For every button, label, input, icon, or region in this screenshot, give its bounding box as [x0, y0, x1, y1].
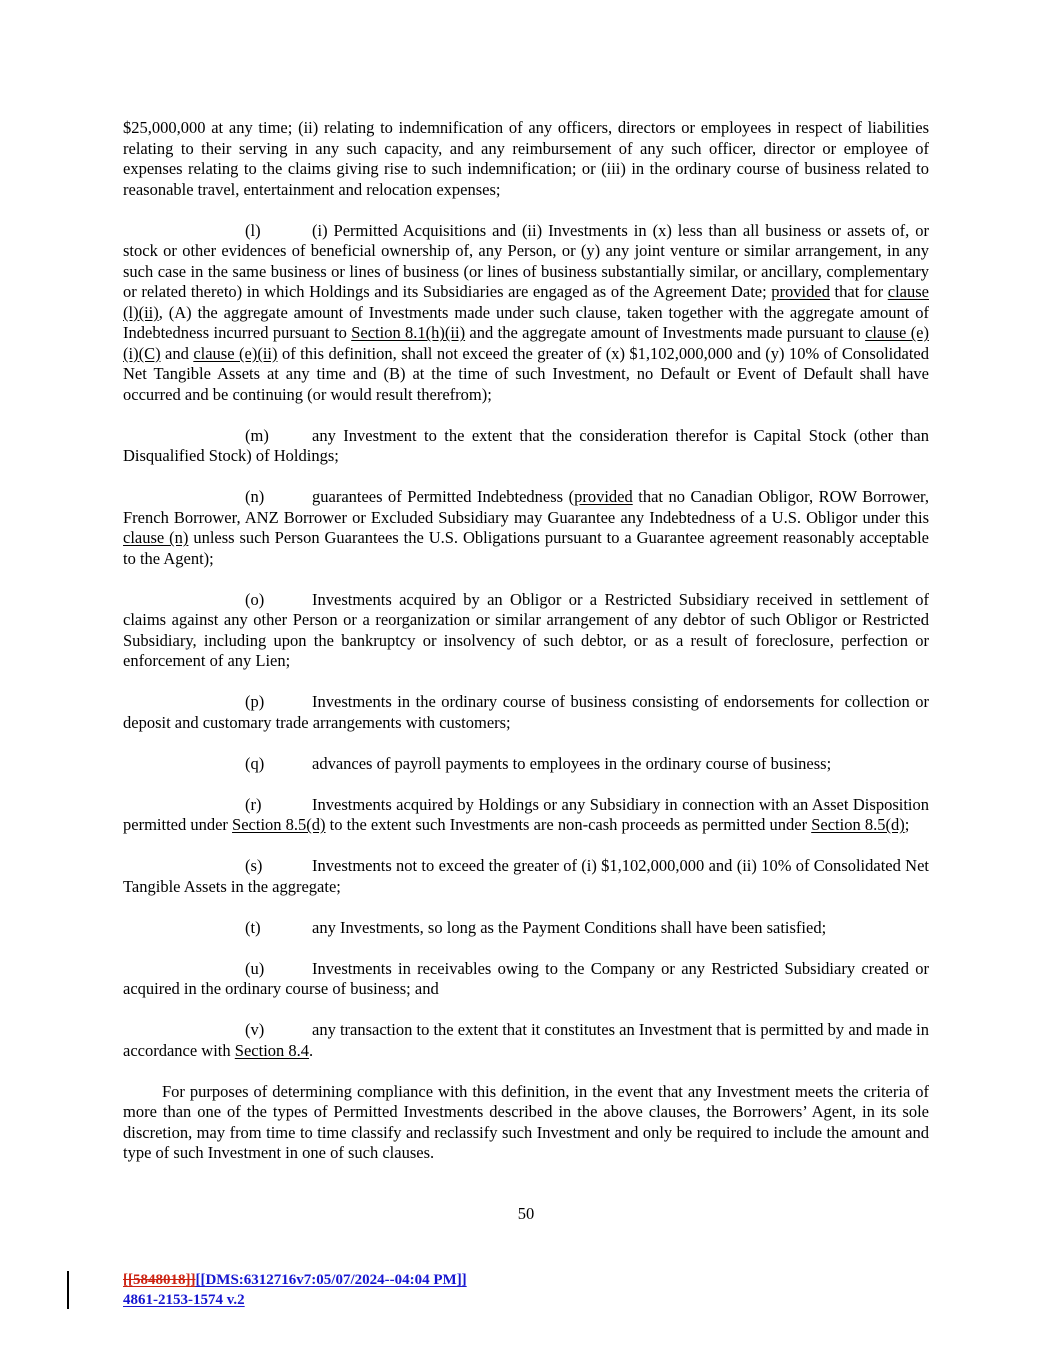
page-number: 50 [517, 1204, 535, 1223]
clause-label: (n) [245, 487, 265, 506]
clause-label: (r) [245, 794, 262, 814]
document-footer [123, 1270, 467, 1310]
clause-label: (o) [245, 589, 265, 609]
clause-label: (v) [245, 1020, 265, 1039]
footer-doc-number: 4861-2153-1574 v.2 [123, 1292, 245, 1308]
clause-paragraph-o: (o) Investments acquired by an Obligor or a Restricted Subsidiary received in settlement of claims against any other Person or a reorganization or similar arrangement of any debtor of such Obligor or Restricted Subsidiary, including upon the bankruptcy or insolvency of such debtor, or as a result of foreclosure, perfection or enforcement of any Lien; [123, 589, 929, 670]
clause-paragraph-v: (v) any transaction to the extent that it constitutes an Investment that is permitted by and made in accordance with Section 8.4. [123, 1020, 929, 1060]
clause-paragraph-t: (t) any Investments, so long as the Payment Conditions shall have been satisfied; [245, 917, 827, 937]
clause-label: (p) [245, 692, 265, 711]
clause-label: (t) [245, 917, 261, 937]
clause-paragraph-n: (n) guarantees of Permitted Indebtedness (provided that no Canadian Obligor, ROW Borrower, French Borrower, ANZ Borrower or Excluded Subsidiary may Guarantee any Indebtedness of a U.S. Obligor under this clause (n) unless such Person Guarantees the U.S. Obligations pursuant to a Guarantee agreement reasonably acceptable to the Agent); [123, 487, 929, 568]
footer-dms-stamp: [[DMS:6312716v7:05/07/2024--04:04 PM]] [195, 1272, 467, 1288]
footer-struck-doc-id: [[5848018]] [123, 1272, 196, 1288]
document-body [123, 118, 929, 1164]
clause-paragraph-q: (q) advances of payroll payments to employees in the ordinary course of business; [245, 753, 832, 773]
footer-line-2 [123, 1290, 467, 1310]
paragraph: $25,000,000 at any time; (ii) relating to indemnification of any officers, directors or employees in respect of liabilities relating to their serving in any such capacity, and any reimbursement of any such officer, director or employee of expenses relating to the claims giving rise to such indemnification; or (iii) in the ordinary course of business related to reasonable travel, entertainment and relocation expenses; [123, 118, 929, 199]
clause-paragraph-l: (l) (i) Permitted Acquisitions and (ii) Investments in (x) less than all business or assets of, or stock or other evidences of beneficial ownership of, any Person, or (y) any joint venture or similar arrangement, in any such case in the same business or lines of business (or lines of business substantially similar, or ancillary, complementary or related thereto) in which Holdings and its Subsidiaries are engaged as of the Agreement Date; provided that for clause (l)(ii), (A) the aggregate amount of Investments made under such clause, taken together with the aggregate amount of Indebtedness incurred pursuant to Section 8.1(h)(ii) and the aggregate amount of Investments made pursuant to clause (e)(i)(C) and clause (e)(ii) of this definition, shall not exceed the greater of (x) $1,102,000,000 and (y) 10% of Consolidated Net Tangible Assets at any time and (B) at the time of such Investment, no Default or Event of Default shall have occurred and be continuing (or would result therefrom); [123, 220, 930, 404]
clause-paragraph-p: (p) Investments in the ordinary course of business consisting of endorsements for collection or deposit and customary trade arrangements with customers; [123, 692, 929, 732]
clause-paragraph-u: (u) Investments in receivables owing to the Company or any Restricted Subsidiary created or acquired in the ordinary course of business; and [123, 958, 929, 998]
clause-label: (s) [245, 856, 263, 875]
clause-label: (l) [245, 220, 261, 240]
clause-label: (u) [245, 958, 265, 978]
paragraph: For purposes of determining compliance with this definition, in the event that any Investment meets the criteria of more than one of the types of Permitted Investments described in the above clauses, the Borrowers’ Agent, in its sole discretion, may from time to time classify and reclassify such Investment and only be required to include the amount and type of such Investment in one of such clauses. [123, 1081, 929, 1162]
clause-label: (q) [245, 753, 265, 773]
change-bar [67, 1271, 69, 1309]
clause-paragraph-m: (m) any Investment to the extent that the consideration therefor is Capital Stock (other than Disqualified Stock) of Holdings; [123, 425, 929, 465]
clause-paragraph-r: (r) Investments acquired by Holdings or any Subsidiary in connection with an Asset Disposition permitted under Section 8.5(d) to the extent such Investments are non-cash proceeds as permitted under Section 8.5(d); [123, 794, 929, 834]
footer-line-1 [123, 1270, 467, 1290]
clause-label: (m) [245, 425, 269, 445]
clause-paragraph-s: (s) Investments not to exceed the greater of (i) $1,102,000,000 and (ii) 10% of Consolidated Net Tangible Assets in the aggregate; [123, 856, 929, 896]
